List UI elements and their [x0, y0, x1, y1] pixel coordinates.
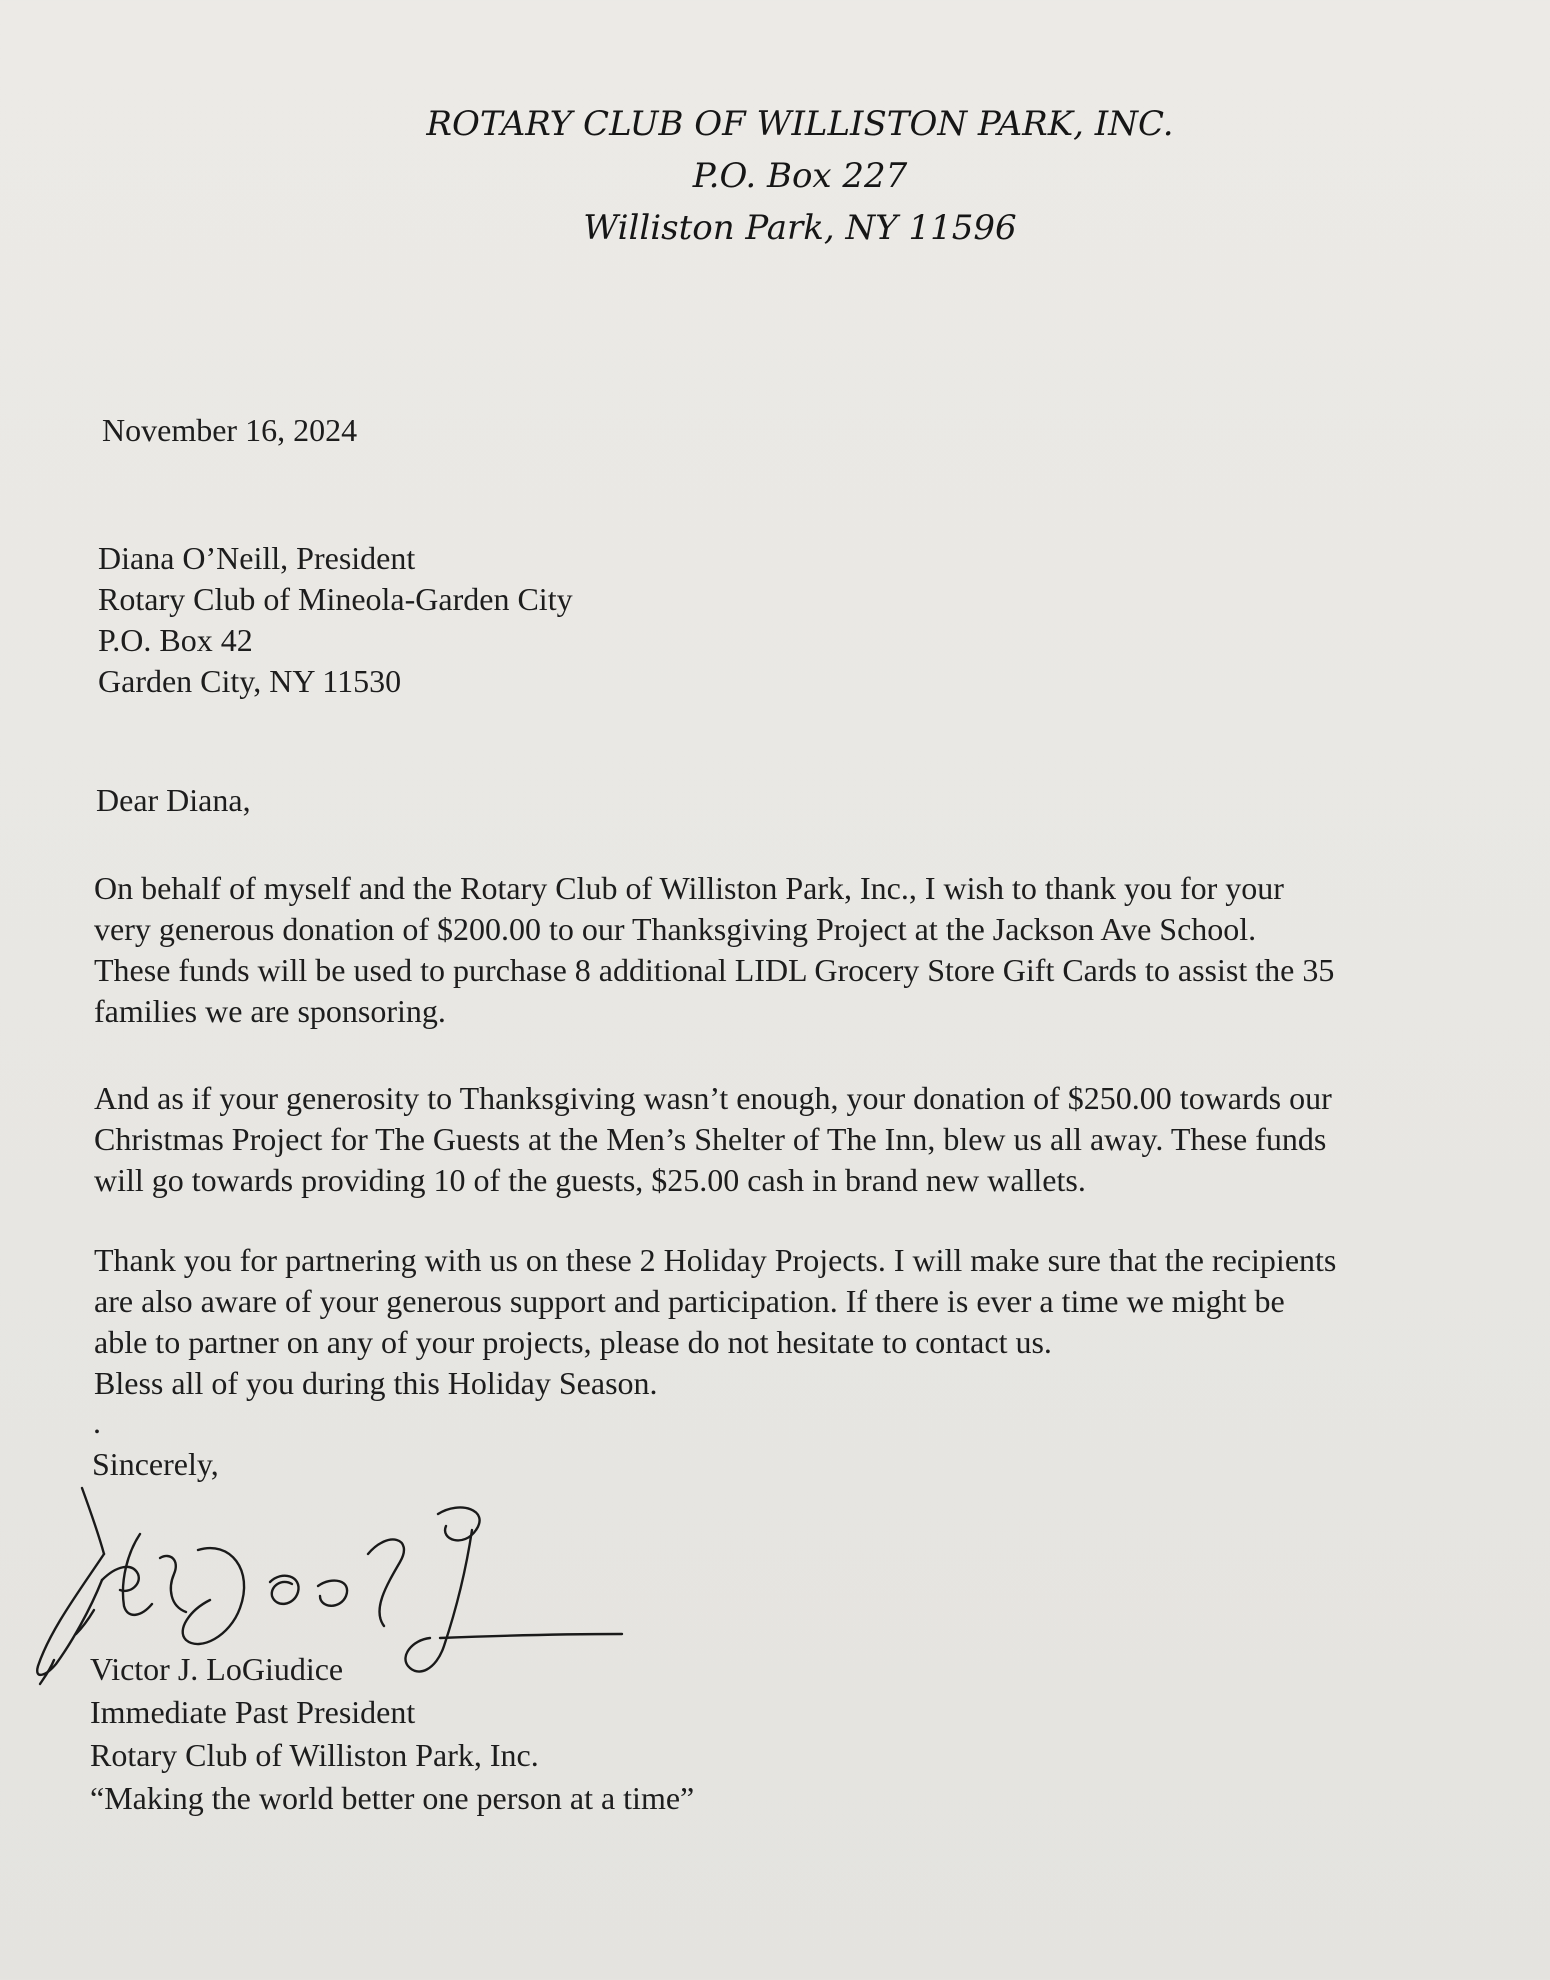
letterhead-org: ROTARY CLUB OF WILLISTON PARK, INC.: [426, 104, 1174, 144]
text-line: able to partner on any of your projects, please do not hesitate to contact us.: [94, 1324, 1052, 1360]
text-line: Christmas Project for The Guests at the Men’s Shelter of The Inn, blew us all away. These funds: [94, 1121, 1327, 1157]
text-line: are also aware of your generous support and participation. If there is ever a time we might be: [94, 1283, 1285, 1319]
recipient-org: Rotary Club of Mineola-Garden City: [98, 581, 573, 617]
text-line: On behalf of myself and the Rotary Club of Williston Park, Inc., I wish to thank you for your: [94, 870, 1284, 906]
salutation: Dear Diana,: [96, 782, 251, 818]
recipient-name: Diana O’Neill, President: [98, 540, 416, 576]
recipient-po-box: P.O. Box 42: [98, 622, 253, 658]
text-line: will go towards providing 10 of the guests, $25.00 cash in brand new wallets.: [94, 1162, 1086, 1198]
signer-motto: “Making the world better one person at a time”: [90, 1780, 695, 1816]
text-line: Bless all of you during this Holiday Season.: [94, 1365, 658, 1401]
stray-mark: .: [93, 1404, 101, 1440]
body-paragraph-2: [94, 1078, 1514, 1201]
text-line: Thank you for partnering with us on these 2 Holiday Projects. I will make sure that the recipients: [94, 1242, 1337, 1278]
text-line: These funds will be used to purchase 8 additional LIDL Grocery Store Gift Cards to assist the 35: [94, 952, 1335, 988]
letterhead-po-box: P.O. Box 227: [692, 156, 908, 196]
closing: Sincerely,: [92, 1446, 219, 1482]
signer-name: Victor J. LoGiudice: [90, 1651, 344, 1687]
signer-title: Immediate Past President: [90, 1694, 416, 1730]
text-line: very generous donation of $200.00 to our Thanksgiving Project at the Jackson Ave School.: [94, 911, 1257, 947]
recipient-city: Garden City, NY 11530: [98, 663, 402, 699]
recipient-address: [98, 538, 573, 702]
text-line: And as if your generosity to Thanksgiving wasn’t enough, your donation of $250.00 towards our: [94, 1080, 1332, 1116]
signer-block: [90, 1648, 694, 1820]
body-paragraph-3: [94, 1240, 1514, 1404]
body-paragraph-1: [94, 868, 1514, 1032]
letter-date: November 16, 2024: [102, 412, 358, 448]
text-line: families we are sponsoring.: [94, 993, 446, 1029]
signer-org: Rotary Club of Williston Park, Inc.: [90, 1737, 539, 1773]
letterhead-city: Williston Park, NY 11596: [583, 208, 1017, 248]
letterhead: [0, 98, 1550, 254]
